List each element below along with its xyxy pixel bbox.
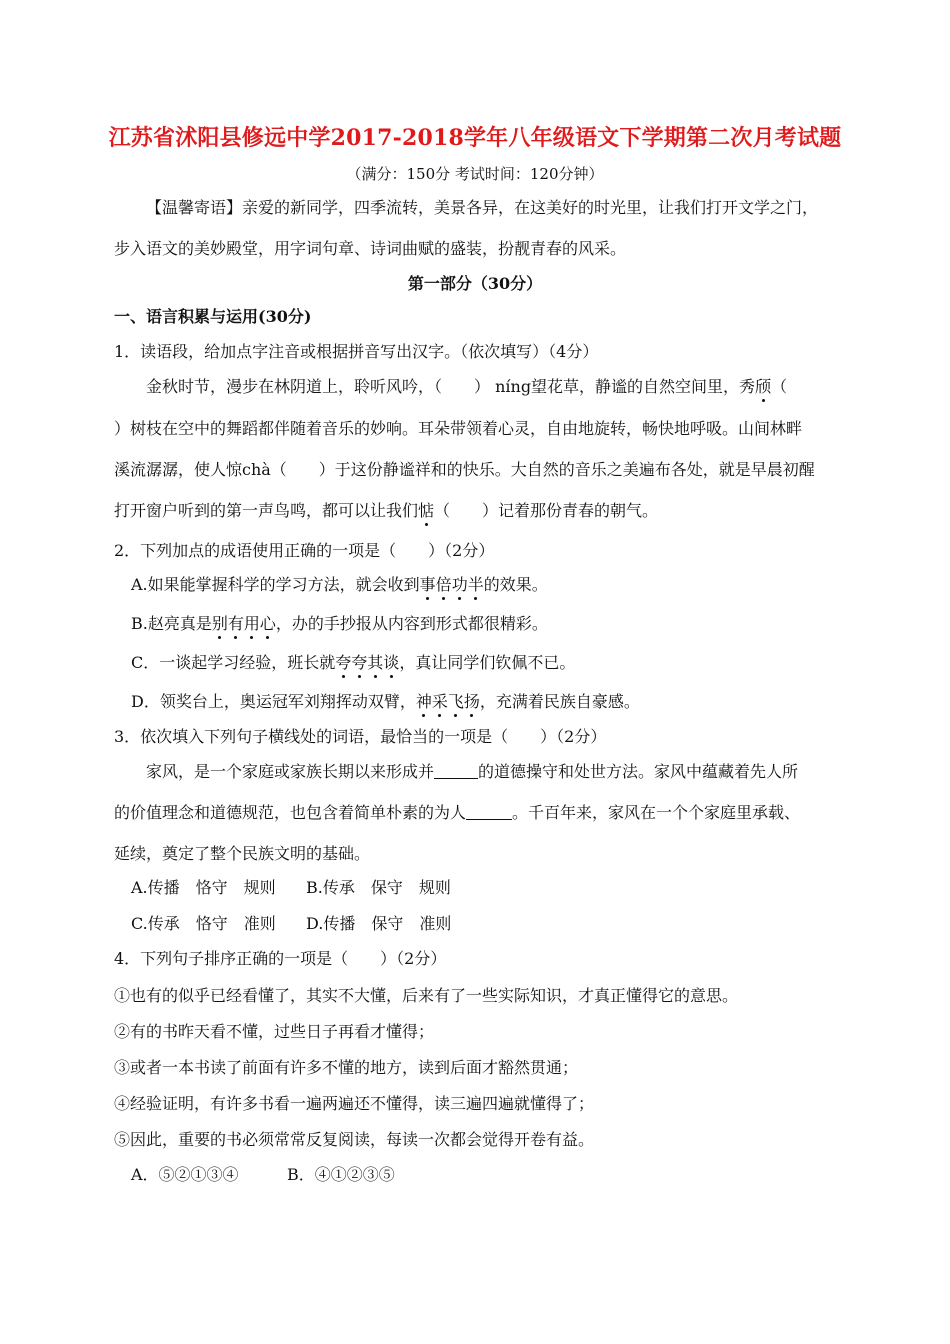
q3-option-b: B.传承 保守 规则 [306, 878, 451, 897]
q1-dotted-char-2: 惦 [418, 501, 435, 520]
q2-d-pre: D．领奖台上，奥运冠军刘翔挥动双臂， [131, 692, 416, 711]
q3-option-a: A.传播 恪守 规则 [131, 878, 276, 897]
q1-p1-end: （ [771, 377, 788, 396]
q2-b-dot-char: 用 [243, 614, 260, 633]
intro-line-2: 步入语文的美妙殿堂，用字词句章、诗词曲赋的盛装，扮靓青春的风采。 [114, 239, 627, 258]
q2-b-dot-char: 别 [211, 614, 228, 633]
q2-option-b [131, 614, 548, 634]
q2-d-post: ，充满着民族自豪感。 [479, 692, 640, 711]
intro-line-1: 【温馨寄语】亲爱的新同学，四季流转，美景各异，在这美好的时光里，让我们打开文学之门， [146, 198, 819, 217]
q2-c-dot-char: 其 [367, 653, 384, 672]
q4-sentence-5: ⑤因此，重要的书必须常常反复阅读，每读一次都会觉得开卷有益。 [114, 1130, 595, 1149]
q3-para-line-1 [146, 762, 798, 782]
exam-title: 江苏省沭阳县修远中学2017-2018学年八年级语文下学期第二次月考试题 [108, 125, 842, 151]
q3-para-line-2 [114, 803, 800, 823]
q4-sentence-2: ②有的书昨天看不懂，过些日子再看才懂得； [114, 1022, 435, 1041]
q1-dotted-char: 颀 [755, 377, 772, 396]
q2-option-c [131, 653, 575, 673]
q2-d-dot-char: 采 [431, 692, 448, 711]
q4-stem: 4．下列句子排序正确的一项是（ ）（2分） [114, 949, 447, 968]
q2-c-dot-char: 谈 [383, 653, 400, 672]
q2-a-dot-char: 事 [419, 575, 436, 594]
q2-c-dot-char: 夸 [335, 653, 352, 672]
section1-title: 一、语言积累与运用(30分) [114, 307, 312, 326]
q2-option-d [131, 692, 640, 712]
q2-a-pre: A.如果能掌握科学的学习方法，就会收到 [131, 575, 420, 594]
q3-p2-b: 。千百年来，家风在一个个家庭里承载、 [512, 803, 801, 822]
q2-option-a [131, 575, 548, 595]
q1-para-line-4 [114, 501, 658, 521]
q1-para-line-1 [146, 377, 787, 397]
q1-para-line-3: 溪流潺潺，使人惊chà（ ）于这份静谧祥和的快乐。大自然的音乐之美遍布各处，就是早晨初醒 [114, 460, 815, 479]
q2-c-post: ，真让同学们钦佩不已。 [399, 653, 576, 672]
q2-b-pre: B.赵亮真是 [131, 614, 212, 633]
q4-sentence-4: ④经验证明，有许多书看一遍两遍还不懂得，读三遍四遍就懂得了； [114, 1094, 595, 1113]
q2-c-pre: C．一谈起学习经验，班长就 [131, 653, 336, 672]
q3-option-c: C.传承 恪守 准则 [131, 914, 276, 933]
q2-stem: 2．下列加点的成语使用正确的一项是（ ）（2分） [114, 541, 495, 560]
exam-subtitle: （满分：150分 考试时间：120分钟） [346, 165, 604, 183]
q2-d-dot-char: 扬 [463, 692, 480, 711]
q2-b-dot-char: 心 [259, 614, 276, 633]
q1-p4-a: 打开窗户听到的第一声鸟鸣，都可以让我们 [114, 501, 419, 520]
q4-option-a: A．⑤②①③④ [131, 1165, 239, 1184]
q3-p1-a: 家风，是一个家庭或家族长期以来形成并 [146, 762, 435, 781]
part1-title: 第一部分（30分） [407, 274, 543, 293]
q3-stem: 3．依次填入下列句子横线处的词语，最恰当的一项是（ ）（2分） [114, 727, 607, 746]
q2-d-dot-char: 飞 [447, 692, 464, 711]
q1-p4-b: （ ）记着那份青春的朝气。 [434, 501, 659, 520]
q2-d-dot-char: 神 [415, 692, 432, 711]
q3-option-d: D.传播 保守 准则 [306, 914, 452, 933]
q3-p2-a: 的价值理念和道德规范，也包含着简单朴素的为人 [114, 803, 467, 822]
q3-blank-2[interactable] [466, 803, 512, 820]
q2-a-dot-char: 倍 [435, 575, 452, 594]
q3-para-line-3: 延续，奠定了整个民族文明的基础。 [114, 844, 371, 863]
q4-sentence-3: ③或者一本书读了前面有许多不懂的地方，读到后面才豁然贯通； [114, 1058, 579, 1077]
q2-c-dot-char: 夸 [351, 653, 368, 672]
q1-para-line-2: ）树枝在空中的舞蹈都伴随着音乐的妙响。耳朵带领着心灵，自由地旋转，畅快地呼吸。山间林畔 [114, 419, 803, 438]
q2-a-dot-char: 功 [451, 575, 468, 594]
q4-sentence-1: ①也有的似乎已经看懂了，其实不大懂，后来有了一些实际知识，才真正懂得它的意思。 [114, 986, 739, 1005]
q3-p1-b: 的道德操守和处世方法。家风中蕴藏着先人所 [478, 762, 799, 781]
q3-blank-1[interactable] [434, 762, 478, 779]
q4-option-b: B．④①②③⑤ [287, 1165, 395, 1184]
q1-p1-text: 金秋时节，漫步在林阴道上，聆听风吟，（ ） níng望花草，静谧的自然空间里，秀 [146, 377, 756, 396]
q2-a-dot-char: 半 [467, 575, 484, 594]
q2-b-dot-char: 有 [227, 614, 244, 633]
q2-a-post: 的效果。 [483, 575, 548, 594]
q1-stem: 1．读语段，给加点字注音或根据拼音写出汉字。（依次填写）（4分） [114, 342, 599, 361]
q2-b-post: ，办的手抄报从内容到形式都很精彩。 [275, 614, 548, 633]
